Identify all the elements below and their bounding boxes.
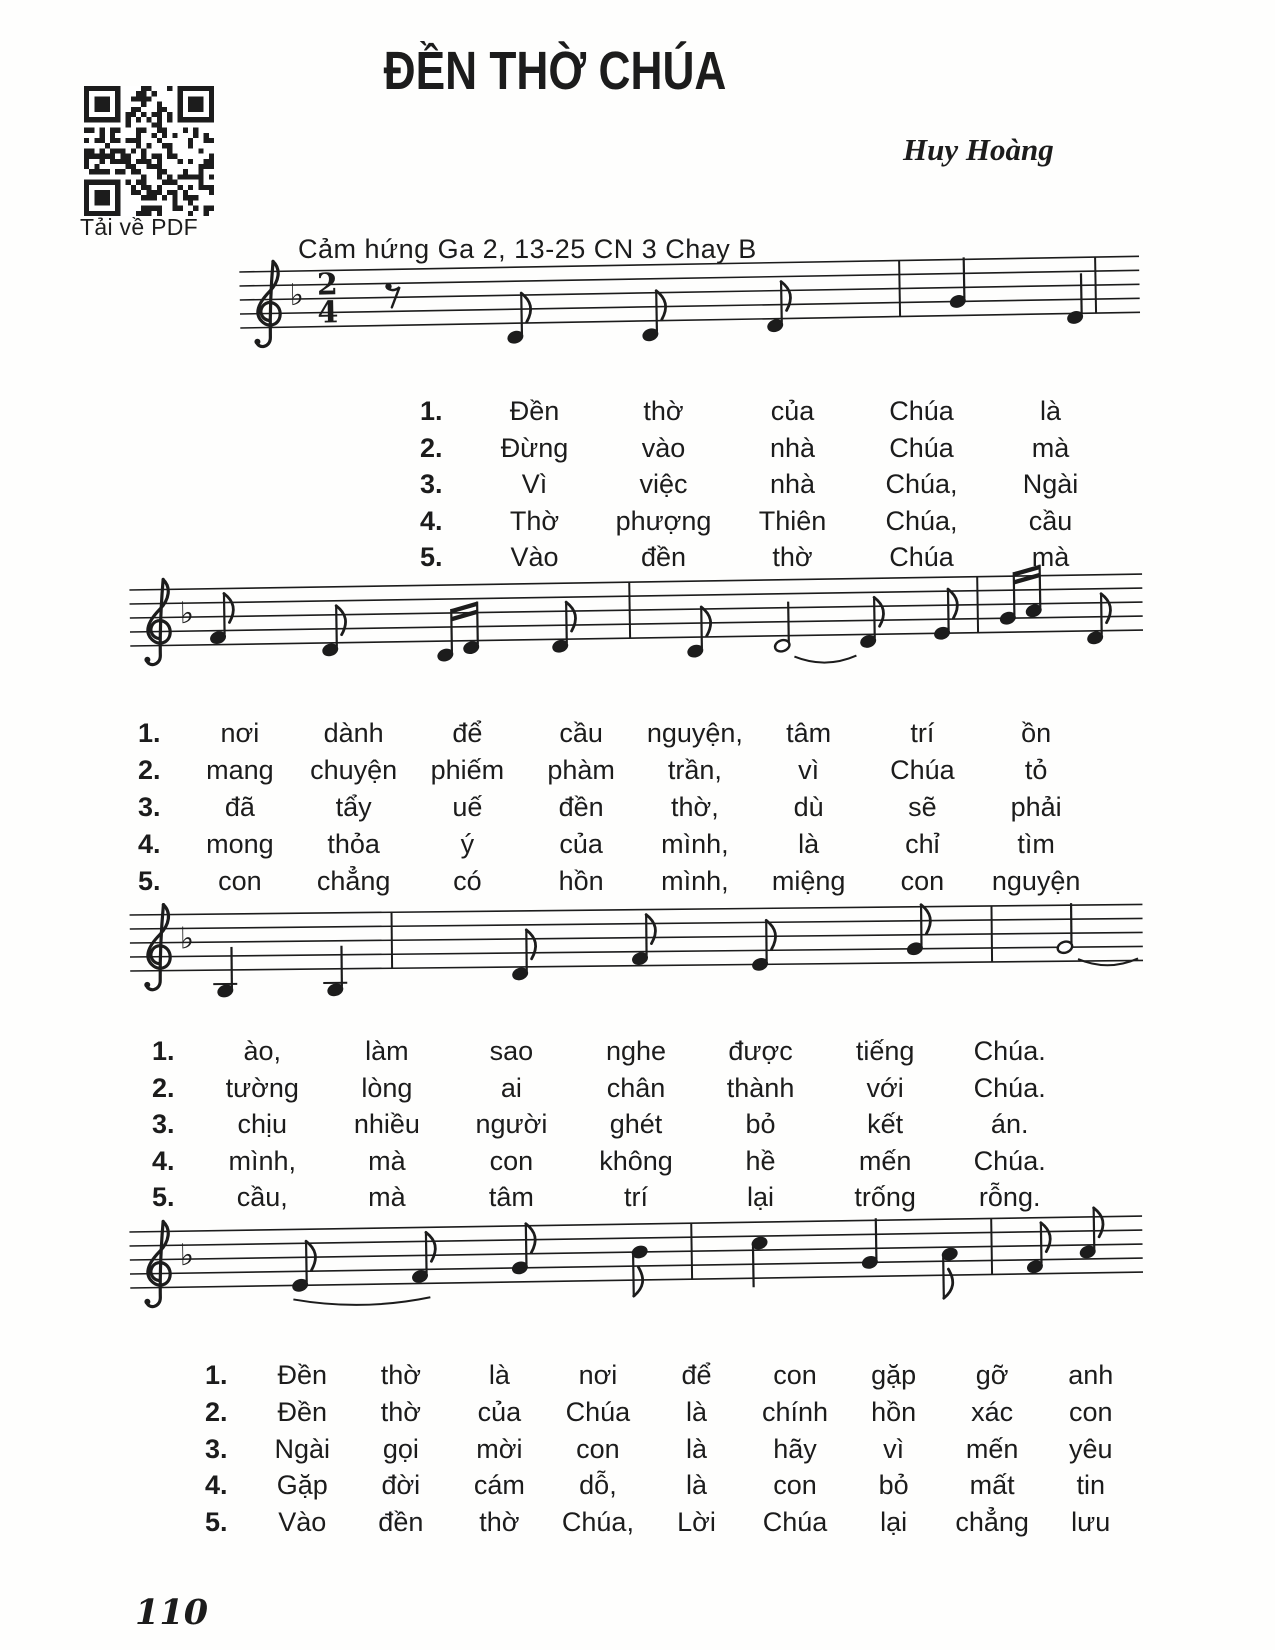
lyric-word: con [900,866,945,896]
lyric-word: thờ [380,1396,421,1427]
barline [991,906,992,962]
lyric-word: Đền [277,1360,328,1390]
lyric-word: trí [910,718,935,748]
lyric-word: cầu [1028,505,1073,536]
lyric-line [152,1182,1072,1219]
quarter-note-icon [948,257,966,309]
lyric-word: Đừng [500,432,569,463]
lyric-word: nhà [769,432,816,463]
lyric-word: Chúa, [885,469,958,500]
eighth-note-icon [511,930,536,982]
verse-number: 5. [420,542,443,573]
verse-number: 2. [138,755,161,785]
eighth-note-icon [506,293,531,345]
lyric-words [470,469,1115,500]
lyric-word: án. [990,1109,1029,1140]
verse-number: 3. [138,792,161,822]
barline [629,582,630,638]
lyric-line [205,1470,1140,1507]
beamed-sixteenth-notes-icon [436,602,480,663]
verse-number: 2. [420,432,443,463]
lyric-word: mình, [228,1145,297,1176]
lyric-word: là [798,829,820,859]
verse-number: 3. [152,1109,175,1140]
lyric-word: đền [378,1507,424,1538]
lyric-words [200,1036,1072,1067]
lyric-words [253,1470,1140,1501]
lyric-word: là [488,1360,510,1390]
time-signature-denominator: 4 [317,295,339,331]
lyric-words [470,506,1115,537]
lyric-word: không [599,1145,673,1176]
lyric-word: là [1039,396,1061,426]
lyric-word: Chúa. [973,1072,1046,1103]
lyric-word: dù [793,792,824,822]
lyric-word: chẳng [316,866,391,896]
lyric-word: nơi [578,1360,618,1390]
lyric-word: mời [476,1433,523,1464]
lyric-word: tìm [1017,829,1055,859]
lyric-word: con [773,1470,817,1501]
quarter-note-icon [751,1236,769,1288]
eighth-note-icon [551,602,576,654]
lyric-word: gọi [382,1433,419,1464]
lyric-word: Chúa, [561,1507,634,1538]
lyric-word: gỡ [975,1360,1009,1390]
lyric-word: Chúa [890,755,955,785]
verse-number: 3. [420,469,443,500]
lyric-word: con [773,1360,817,1390]
lyric-word: ồn [1021,718,1052,748]
lyric-word: của [477,1396,522,1427]
lyric-word: dành [323,718,384,748]
lyric-word: của [770,396,815,426]
barline [691,1223,692,1279]
eighth-note-icon [766,281,791,333]
lyrics-block-4 [205,1360,1140,1544]
lyric-word: trần, [667,755,722,785]
verse-number: 1. [152,1036,175,1066]
lyric-word: tẩy [335,792,372,822]
verse-number: 1. [138,718,161,748]
lyric-word: miệng [771,866,846,896]
lyric-word: vì [883,1433,905,1464]
lyrics-block-2 [138,718,1093,903]
lyric-word: con [1068,1396,1113,1427]
song-title: ĐỀN THỜ CHÚA [383,41,727,101]
tie-mark [794,656,856,663]
lyric-word: Gặp [276,1470,328,1501]
lyric-word: lòng [361,1072,413,1103]
lyric-word: anh [1068,1360,1114,1390]
lyric-word: Chúa [889,542,954,573]
lyric-word: trống [854,1182,916,1213]
eighth-note-icon [321,606,346,658]
lyric-word: phiếm [430,755,505,785]
lyric-word: là [685,1433,707,1464]
lyric-line [152,1073,1072,1110]
tie-mark [1078,958,1138,965]
lyric-words [200,1146,1072,1177]
lyric-word: đền [558,792,604,822]
lyric-word: hề [745,1145,776,1176]
flat-sign-icon: ♭ [179,595,195,632]
music-staff-1 [239,226,1141,392]
lyric-word: nguyện [991,866,1081,896]
eighth-note-icon [686,607,711,659]
lyric-words [183,792,1093,823]
lyric-line [420,506,1115,543]
lyric-word: Đền [509,396,560,426]
eighth-note-icon [1026,1223,1051,1275]
lyric-word: để [681,1360,712,1390]
barline [1095,257,1096,313]
verse-number: 4. [205,1470,228,1501]
lyric-word: đã [224,792,255,822]
lyric-word: Chúa [889,396,954,426]
lyric-word: sẽ [908,792,937,822]
lyric-word: tường [225,1072,299,1103]
lyric-line [138,792,1093,829]
lyric-word: mong [206,829,274,859]
composer-name: Huy Hoàng [903,132,1054,167]
verse-number: 5. [152,1182,175,1213]
lyric-word: lưu [1071,1507,1111,1538]
lyric-word: nhiều [353,1109,420,1140]
lyric-word: thờ [380,1360,421,1390]
barline [899,260,900,316]
eighth-note-icon [641,291,666,343]
lyric-word: Ngài [1022,469,1079,500]
eighth-note-icon [1086,594,1111,646]
lyric-word: ý [460,829,475,859]
flat-sign-icon: ♭ [289,277,305,314]
lyric-words [253,1507,1140,1538]
lyric-word: thờ [643,396,684,426]
lyric-words [200,1109,1072,1140]
lyric-word: chẳng [955,1507,1029,1538]
eighth-note-icon [209,593,234,645]
lyric-word: mến [858,1145,912,1176]
lyric-word: phải [1010,792,1062,822]
lyric-words [183,829,1093,860]
lyric-word: yêu [1068,1433,1113,1464]
lyric-words [183,866,1093,897]
lyric-word: mình, [661,866,729,896]
treble-clef-icon [143,1221,171,1306]
quarter-note-icon [323,946,348,998]
eighth-note-icon [859,597,884,649]
lyric-word: thành [726,1072,795,1103]
treble-clef-icon [143,579,171,664]
lyric-words [253,1360,1140,1391]
quarter-note-icon [860,1218,878,1270]
lyric-word: với [866,1072,904,1103]
lyric-word: thờ [772,542,813,573]
lyric-words [200,1182,1072,1213]
lyric-word: mình, [661,829,729,859]
lyric-word: là [685,1396,707,1427]
barline [977,577,978,633]
lyric-word: tâm [488,1182,534,1213]
lyric-word: bỏ [878,1470,909,1501]
lyric-word: đời [381,1470,421,1501]
lyric-word: vì [798,755,820,785]
lyric-word: nhà [769,469,816,500]
lyric-word: Vào [510,542,559,573]
lyric-line [420,433,1115,470]
lyric-word: việc [639,469,688,500]
lyrics-block-3 [152,1036,1072,1219]
qr-code [84,86,214,216]
lyric-word: thờ, [671,792,719,822]
lyric-word: tỏ [1024,755,1048,785]
lyric-word: lại [880,1507,908,1538]
lyric-word: Chúa [762,1507,828,1538]
lyric-word: phàm [547,755,615,785]
lyric-word: nguyện, [646,718,743,748]
lyric-word: nghe [605,1036,667,1066]
verse-number: 2. [205,1396,228,1427]
lyric-word: ghét [609,1109,663,1140]
lyric-line [138,829,1093,866]
lyric-word: Lời [677,1507,716,1538]
slur-mark [293,1297,430,1306]
lyric-word: Vào [278,1507,327,1538]
lyric-word: Chúa, [885,505,958,536]
lyric-word: tâm [786,718,832,748]
verse-number: 3. [205,1433,228,1464]
lyric-line [205,1434,1140,1471]
lyric-word: Chúa. [973,1036,1046,1066]
lyric-words [253,1434,1140,1465]
lyric-word: mến [965,1433,1019,1464]
lyric-word: phượng [615,505,712,536]
lyric-word: ai [500,1072,522,1103]
flat-sign-icon: ♭ [179,921,195,957]
lyric-word: mang [206,755,274,785]
qr-code-image [84,86,214,216]
lyric-words [470,542,1115,573]
lyric-word: thờ [479,1507,520,1538]
lyric-word: chuyện [310,755,398,785]
lyric-line [420,542,1115,579]
verse-number: 4. [420,505,443,536]
lyrics-block-1 [420,396,1115,579]
verse-number: 1. [205,1360,228,1390]
lyric-word: có [453,866,482,896]
time-signature-numerator: 2 [316,267,339,303]
lyric-word: mà [1031,542,1070,573]
lyric-line [205,1397,1140,1434]
lyric-line [152,1146,1072,1183]
lyric-word: cầu [559,718,603,748]
verse-number: 4. [152,1145,175,1176]
lyric-word: con [489,1145,534,1176]
lyric-word: nơi [220,718,260,748]
lyric-line [205,1360,1140,1397]
lyric-word: bỏ [745,1109,776,1140]
lyric-word: làm [365,1036,409,1066]
barline [392,912,393,968]
lyric-word: tin [1076,1470,1105,1501]
lyric-word: Thờ [509,505,560,536]
flat-sign-icon: ♭ [179,1237,195,1274]
lyric-word: gặp [871,1360,917,1390]
lyric-word: thỏa [327,829,380,859]
lyric-word: con [218,866,262,896]
verse-number: 2. [152,1072,175,1103]
lyric-word: cám [473,1470,525,1501]
lyric-word: con [576,1433,620,1464]
eighth-note-icon [631,914,656,966]
eighth-note-icon [941,1247,959,1299]
lyric-word: Chúa [565,1396,631,1427]
lyric-word: đền [640,542,687,573]
verse-number: 5. [205,1507,228,1538]
lyric-line [420,469,1115,506]
lyric-word: mất [969,1470,1015,1501]
lyric-word: hồn [558,866,604,896]
lyric-word: hồn [871,1396,917,1427]
lyric-word: mà [1031,432,1070,463]
lyric-word: tiếng [855,1036,915,1066]
lyric-word: người [475,1109,548,1140]
lyric-word: được [728,1036,793,1066]
quarter-note-icon [213,947,238,999]
lyric-line [152,1036,1072,1073]
verse-number: 4. [138,829,161,859]
lyric-word: mà [368,1182,406,1213]
eighth-note-icon [631,1244,649,1296]
half-note-icon [773,602,791,654]
lyric-word: Vì [521,469,548,500]
lyric-word: uế [452,792,483,822]
lyric-word: vào [641,432,686,463]
treble-clef-icon [143,905,170,990]
lyric-line [205,1507,1140,1544]
lyric-words [470,433,1115,464]
lyric-line [138,718,1093,755]
lyric-words [183,718,1093,749]
page-number: 110 [135,1592,209,1633]
lyric-word: chỉ [905,829,940,859]
download-pdf-link[interactable]: Tải về PDF [80,214,199,240]
lyric-word: chính [762,1396,829,1427]
lyric-word: chịu [237,1109,288,1140]
lyric-word: dỗ, [579,1470,617,1501]
lyric-words [470,396,1115,427]
lyric-line [138,755,1093,792]
lyric-word: Ngài [274,1433,331,1464]
lyric-word: để [452,718,483,748]
lyric-word: Chúa. [973,1145,1046,1176]
inspiration-note: Cảm hứng Ga 2, 13-25 CN 3 Chay B [298,234,757,264]
lyric-word: trí [623,1182,648,1213]
treble-clef-icon [253,261,281,346]
barline [991,1218,992,1274]
eighth-rest-icon [385,283,400,307]
verse-number: 1. [420,396,443,426]
lyric-word: ào, [243,1036,282,1066]
lyric-words [253,1397,1140,1428]
lyric-word: xác [971,1396,1014,1427]
lyric-line [138,866,1093,903]
lyric-word: lại [747,1182,775,1213]
lyric-word: hãy [773,1433,817,1464]
lyric-words [200,1073,1072,1104]
lyric-word: Chúa [889,432,954,463]
lyric-word: kết [867,1109,904,1140]
verse-number: 5. [138,866,161,896]
lyric-line [420,396,1115,433]
lyric-words [183,755,1093,786]
half-note-icon [1056,903,1074,955]
lyric-word: cầu, [236,1182,288,1213]
lyric-line [152,1109,1072,1146]
eighth-note-icon [1078,1208,1103,1260]
lyric-word: Đền [277,1396,328,1427]
lyric-word: rỗng. [978,1182,1041,1213]
lyric-word: Thiên [758,505,827,536]
lyric-word: là [685,1470,707,1501]
lyric-word: mà [368,1145,406,1176]
lyric-word: sao [489,1036,534,1066]
lyric-word: chân [606,1072,666,1103]
eighth-note-icon [411,1232,436,1284]
lyric-word: của [559,829,603,859]
